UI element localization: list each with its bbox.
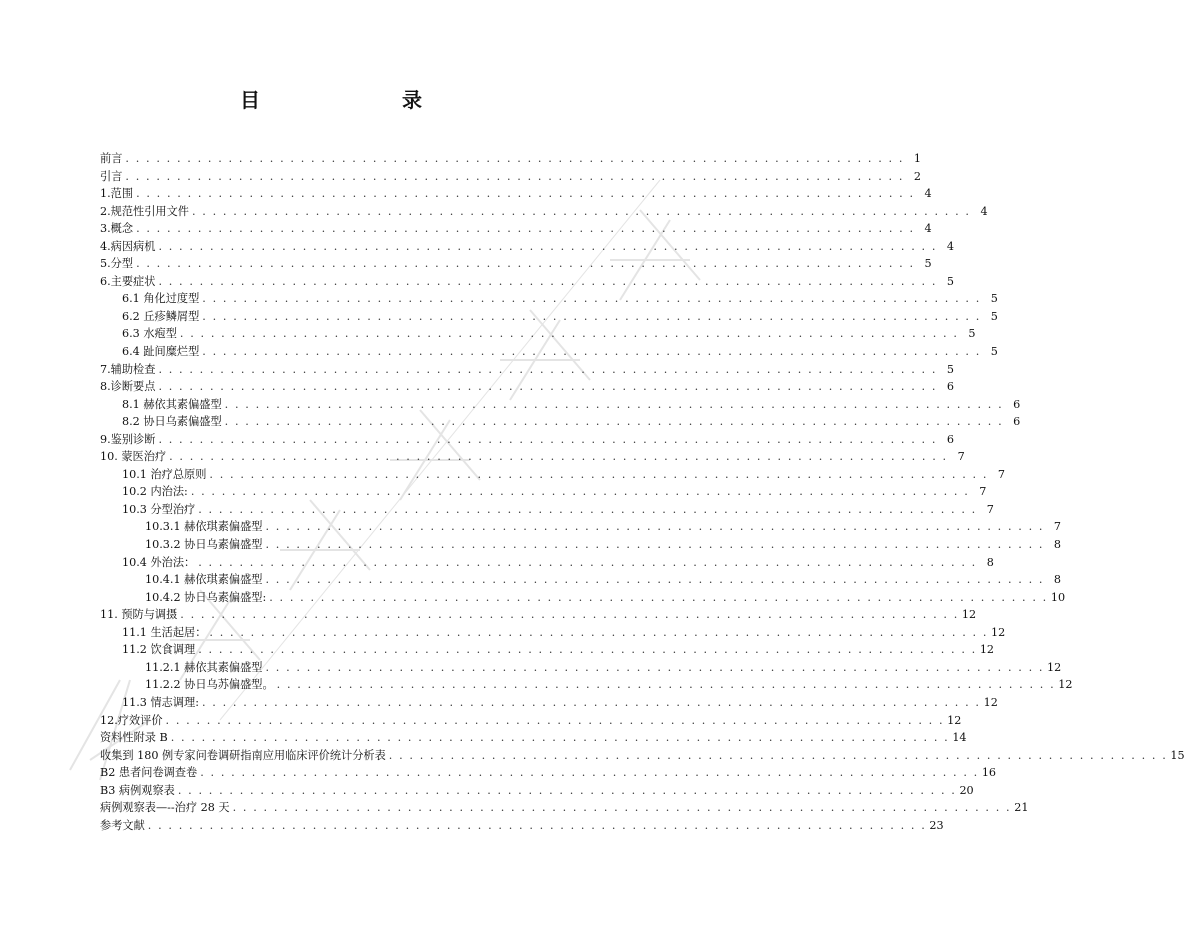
toc-entry[interactable] bbox=[100, 431, 955, 449]
toc-entry[interactable] bbox=[100, 203, 988, 221]
toc-entry[interactable] bbox=[100, 764, 997, 782]
toc-entry-page-number: 12 bbox=[979, 643, 995, 657]
toc-entry-label: 收集到 180 例专家问卷调研指南应用临床评价统计分析表 bbox=[100, 748, 386, 762]
toc-entry-label: 8.2 协日乌素偏盛型 bbox=[122, 415, 222, 429]
toc-entry-page-number: 7 bbox=[957, 450, 965, 464]
toc-entry-page-number: 4 bbox=[924, 222, 932, 236]
dot-leader: . . . . . . . . . . . . . . . . . . . . . . . . . . . . . . . . . . . . . . . . . . . . . . . . . . . . . . . . . . . . . . . . . . . . . . . . . . . . bbox=[158, 274, 938, 288]
table-of-contents bbox=[100, 150, 1185, 834]
toc-entry-label: 2.规范性引用文件 bbox=[100, 204, 189, 218]
dot-leader: . . . . . . . . . . . . . . . . . . . . . . . . . . . . . . . . . . . . . . . . . . . . . . . . . . . . . . . . . . . . . . . . . . . . . . . . . . . . bbox=[224, 397, 1004, 411]
dot-leader: . . . . . . . . . . . . . . . . . . . . . . . . . . . . . . . . . . . . . . . . . . . . . . . . . . . . . . . . . . . . . . . . . . . . . . . . . . . . bbox=[265, 520, 1045, 534]
toc-entry-page-number: 10 bbox=[1050, 590, 1066, 604]
toc-entry[interactable] bbox=[100, 483, 987, 501]
toc-entry-page-number: 6 bbox=[1013, 397, 1021, 411]
toc-entry[interactable] bbox=[100, 185, 932, 203]
dot-leader: . . . . . . . . . . . . . . . . . . . . . . . . . . . . . . . . . . . . . . . . . . . . . . . . . . . . . . . . . . . . . . . . . . . . . . . . . . . . bbox=[158, 380, 938, 394]
toc-entry[interactable] bbox=[100, 150, 921, 168]
toc-entry[interactable] bbox=[100, 589, 1066, 607]
toc-entry[interactable] bbox=[100, 571, 1062, 589]
toc-entry-label: 资料性附录 B bbox=[100, 731, 168, 745]
toc-entry[interactable] bbox=[100, 308, 998, 326]
toc-entry-page-number: 5 bbox=[990, 309, 998, 323]
toc-entry-page-number: 21 bbox=[1014, 801, 1029, 815]
toc-entry[interactable] bbox=[100, 659, 1062, 677]
toc-entry-page-number: 14 bbox=[952, 731, 967, 745]
toc-entry-page-number: 8 bbox=[986, 555, 994, 569]
toc-entry[interactable] bbox=[100, 536, 1062, 554]
dot-leader: . . . . . . . . . . . . . . . . . . . . . . . . . . . . . . . . . . . . . . . . . . . . . . . . . . . . . . . . . . . . . . . . . . . . . . . . . . . . bbox=[147, 818, 927, 832]
toc-entry[interactable] bbox=[100, 220, 932, 238]
dot-leader: . . . . . . . . . . . . . . . . . . . . . . . . . . . . . . . . . . . . . . . . . . . . . . . . . . . . . . . . . . . . . . . . . . . . . . . . . . . . bbox=[190, 485, 970, 499]
toc-entry-page-number: 12 bbox=[991, 625, 1006, 639]
dot-leader: . . . . . . . . . . . . . . . . . . . . . . . . . . . . . . . . . . . . . . . . . . . . . . . . . . . . . . . . . . . . . . . . . . . . . . . . . . . . bbox=[180, 608, 959, 622]
toc-entry-label: 10.4.2 协日乌素偏盛型: bbox=[145, 590, 267, 604]
toc-entry[interactable] bbox=[100, 712, 962, 730]
toc-entry-page-number: 1 bbox=[913, 152, 921, 165]
dot-leader: . . . . . . . . . . . . . . . . . . . . . . . . . . . . . . . . . . . . . . . . . . . . . . . . . . . . . . . . . . . . . . . . . . . . . . . . . . . . bbox=[202, 309, 981, 323]
toc-entry[interactable] bbox=[100, 325, 976, 343]
toc-entry[interactable] bbox=[100, 255, 932, 273]
toc-entry-page-number: 5 bbox=[946, 362, 955, 376]
toc-entry-page-number: 7 bbox=[997, 467, 1005, 481]
toc-entry-page-number: 4 bbox=[946, 239, 955, 253]
toc-entry[interactable] bbox=[100, 501, 994, 519]
toc-entry[interactable] bbox=[100, 396, 1021, 414]
toc-entry-page-number: 4 bbox=[980, 204, 988, 218]
dot-leader: . . . . . . . . . . . . . . . . . . . . . . . . . . . . . . . . . . . . . . . . . . . . . . . . . . . . . . . . . . . . . . . . . . . . . . . . . . . . bbox=[165, 713, 945, 727]
toc-entry-label: 3.概念 bbox=[100, 222, 134, 236]
toc-entry-page-number: 4 bbox=[924, 187, 932, 201]
toc-entry-page-number: 8 bbox=[1053, 538, 1062, 552]
toc-entry[interactable] bbox=[100, 606, 977, 624]
dot-leader: . . . . . . . . . . . . . . . . . . . . . . . . . . . . . . . . . . . . . . . . . . . . . . . . . . . . . . . . . . . . . . . . . . . . . . . . . . . . bbox=[232, 801, 1012, 815]
toc-entry-page-number: 5 bbox=[990, 292, 998, 306]
toc-entry-label: 8.诊断要点 bbox=[100, 380, 156, 394]
dot-leader: . . . . . . . . . . . . . . . . . . . . . . . . . . . . . . . . . . . . . . . . . . . . . . . . . . . . . . . . . . . . . . . . . . . . . . . . . . . . bbox=[158, 432, 938, 446]
toc-entry[interactable] bbox=[100, 624, 1006, 642]
toc-entry-page-number: 12 bbox=[1058, 678, 1073, 692]
toc-entry-page-number: 5 bbox=[946, 274, 955, 288]
toc-entry-label: 8.1 赫依其素偏盛型 bbox=[122, 397, 222, 411]
dot-leader: . . . . . . . . . . . . . . . . . . . . . . . . . . . . . . . . . . . . . . . . . . . . . . . . . . . . . . . . . . . . . . . . . . . . . . . . . . . . bbox=[136, 222, 915, 236]
toc-entry-label: 6.2 丘疹鳞屑型 bbox=[122, 309, 200, 323]
toc-entry[interactable] bbox=[100, 782, 974, 800]
dot-leader: . . . . . . . . . . . . . . . . . . . . . . . . . . . . . . . . . . . . . . . . . . . . . . . . . . . . . . . . . . . . . . . . . . . . . . . . . . . . bbox=[202, 695, 981, 709]
toc-entry[interactable] bbox=[100, 694, 998, 712]
dot-leader: . . . . . . . . . . . . . . . . . . . . . . . . . . . . . . . . . . . . . . . . . . . . . . . . . . . . . . . . . . . . . . . . . . . . . . . . . . . . bbox=[209, 625, 988, 639]
toc-entry-label: 病例观察表—--治疗 28 天 bbox=[100, 801, 230, 815]
toc-entry[interactable] bbox=[100, 641, 995, 659]
toc-entry-page-number: 6 bbox=[946, 432, 955, 446]
toc-entry-label: 10.3.2 协日乌素偏盛型 bbox=[145, 538, 263, 552]
toc-entry-label: 10.4 外治法： bbox=[122, 555, 196, 569]
dot-leader: . . . . . . . . . . . . . . . . . . . . . . . . . . . . . . . . . . . . . . . . . . . . . . . . . . . . . . . . . . . . . . . . . . . . . . . . . . . . bbox=[388, 748, 1168, 762]
dot-leader: . . . . . . . . . . . . . . . . . . . . . . . . . . . . . . . . . . . . . . . . . . . . . . . . . . . . . . . . . . . . . . . . . . . . . . . . . . . . bbox=[269, 590, 1048, 604]
dot-leader: . . . . . . . . . . . . . . . . . . . . . . . . . . . . . . . . . . . . . . . . . . . . . . . . . . . . . . . . . . . . . . . . . . . . . . . . . . . . bbox=[170, 731, 950, 745]
toc-entry[interactable] bbox=[100, 343, 998, 361]
toc-entry[interactable] bbox=[100, 747, 1185, 765]
page-title: 目 录 bbox=[240, 88, 456, 112]
dot-leader: . . . . . . . . . . . . . . . . . . . . . . . . . . . . . . . . . . . . . . . . . . . . . . . . . . . . . . . . . . . . . . . . . . . . . . . . . . . . bbox=[198, 555, 977, 569]
toc-entry-page-number: 5 bbox=[968, 327, 976, 341]
toc-entry-page-number: 7 bbox=[986, 502, 994, 516]
toc-entry-page-number: 23 bbox=[929, 818, 944, 832]
toc-entry[interactable] bbox=[100, 273, 955, 291]
toc-entry-label: 12.疗效评价 bbox=[100, 713, 163, 727]
toc-entry[interactable] bbox=[100, 518, 1062, 536]
dot-leader: . . . . . . . . . . . . . . . . . . . . . . . . . . . . . . . . . . . . . . . . . . . . . . . . . . . . . . . . . . . . . . . . . . . . . . . . . . . . bbox=[265, 660, 1045, 674]
toc-entry[interactable] bbox=[100, 817, 944, 835]
dot-leader: . . . . . . . . . . . . . . . . . . . . . . . . . . . . . . . . . . . . . . . . . . . . . . . . . . . . . . . . . . . . . . . . . . . . . . . . . . . . bbox=[177, 783, 957, 797]
toc-entry-label: 11.2.2 协日乌苏偏盛型。 bbox=[145, 678, 274, 692]
toc-entry-page-number: 12 bbox=[947, 713, 962, 727]
toc-entry-page-number: 6 bbox=[946, 380, 955, 394]
toc-entry-label: 10.3 分型治疗 bbox=[122, 502, 196, 516]
toc-entry-label: 11.2 饮食调理 bbox=[122, 643, 196, 657]
dot-leader: . . . . . . . . . . . . . . . . . . . . . . . . . . . . . . . . . . . . . . . . . . . . . . . . . . . . . . . . . . . . . . . . . . . . . . . . . . . . bbox=[276, 678, 1056, 692]
toc-entry[interactable] bbox=[100, 413, 1021, 431]
toc-entry[interactable] bbox=[100, 729, 967, 747]
toc-entry-label: 4.病因病机 bbox=[100, 239, 156, 253]
toc-entry[interactable] bbox=[100, 466, 1005, 484]
toc-entry-label: 7.辅助检查 bbox=[100, 362, 156, 376]
dot-leader: . . . . . . . . . . . . . . . . . . . . . . . . . . . . . . . . . . . . . . . . . . . . . . . . . . . . . . . . . . . . . . . . . . . . . . . . . . . . bbox=[202, 292, 981, 306]
dot-leader: . . . . . . . . . . . . . . . . . . . . . . . . . . . . . . . . . . . . . . . . . . . . . . . . . . . . . . . . . . . . . . . . . . . . . . . . . . . . bbox=[209, 467, 988, 481]
dot-leader: . . . . . . . . . . . . . . . . . . . . . . . . . . . . . . . . . . . . . . . . . . . . . . . . . . . . . . . . . . . . . . . . . . . . . . . . . . . . bbox=[198, 502, 977, 516]
toc-entry[interactable] bbox=[100, 448, 965, 466]
toc-entry-label: B2 患者问卷调查卷 bbox=[100, 766, 198, 780]
toc-entry-page-number: 6 bbox=[1013, 415, 1021, 429]
toc-entry-label: 引言 bbox=[100, 169, 123, 183]
toc-entry-label: 6.主要症状 bbox=[100, 274, 156, 288]
toc-entry-label: 6.4 趾间糜烂型 bbox=[122, 345, 200, 359]
toc-entry-page-number: 8 bbox=[1053, 573, 1062, 587]
toc-entry[interactable] bbox=[100, 290, 998, 308]
dot-leader: . . . . . . . . . . . . . . . . . . . . . . . . . . . . . . . . . . . . . . . . . . . . . . . . . . . . . . . . . . . . . . . . . . . . . . . . . . . . bbox=[192, 204, 971, 218]
toc-entry-page-number: 12 bbox=[1047, 660, 1062, 674]
toc-entry-page-number: 7 bbox=[1053, 520, 1062, 534]
toc-entry-label: 9.鉴别诊断 bbox=[100, 432, 156, 446]
toc-entry-label: 10.3.1 赫依琪素偏盛型 bbox=[145, 520, 263, 534]
toc-entry-label: 参考文献 bbox=[100, 818, 145, 832]
toc-entry[interactable] bbox=[100, 378, 955, 396]
toc-entry-page-number: 7 bbox=[979, 485, 987, 499]
toc-entry-page-number: 5 bbox=[924, 257, 932, 271]
toc-entry-label: 前言 bbox=[100, 152, 123, 165]
toc-entry-label: B3 病例观察表 bbox=[100, 783, 175, 797]
toc-entry-page-number: 12 bbox=[983, 695, 998, 709]
toc-entry[interactable] bbox=[100, 676, 1073, 694]
toc-entry-page-number: 12 bbox=[961, 608, 977, 622]
dot-leader: . . . . . . . . . . . . . . . . . . . . . . . . . . . . . . . . . . . . . . . . . . . . . . . . . . . . . . . . . . . . . . . . . . . . . . . . . . . . bbox=[202, 345, 981, 359]
dot-leader: . . . . . . . . . . . . . . . . . . . . . . . . . . . . . . . . . . . . . . . . . . . . . . . . . . . . . . . . . . . . . . . . . . . . . . . . . . . . bbox=[200, 766, 979, 780]
toc-entry-label: 11. 预防与调摄 bbox=[100, 608, 178, 622]
dot-leader: . . . . . . . . . . . . . . . . . . . . . . . . . . . . . . . . . . . . . . . . . . . . . . . . . . . . . . . . . . . . . . . . . . . . . . . . . . . . bbox=[224, 415, 1004, 429]
dot-leader: . . . . . . . . . . . . . . . . . . . . . . . . . . . . . . . . . . . . . . . . . . . . . . . . . . . . . . . . . . . . . . . . . . . . . . . . . . . . bbox=[265, 538, 1045, 552]
toc-entry-label: 10.2 内治法: bbox=[122, 485, 188, 499]
toc-entry-label: 6.1 角化过度型 bbox=[122, 292, 200, 306]
dot-leader: . . . . . . . . . . . . . . . . . . . . . . . . . . . . . . . . . . . . . . . . . . . . . . . . . . . . . . . . . . . . . . . . . . . . . . . . . . . . bbox=[136, 257, 915, 271]
toc-entry-page-number: 15 bbox=[1170, 748, 1185, 762]
dot-leader: . . . . . . . . . . . . . . . . . . . . . . . . . . . . . . . . . . . . . . . . . . . . . . . . . . . . . . . . . . . . . . . . . . . . . . . . . . . . bbox=[158, 239, 938, 253]
dot-leader: . . . . . . . . . . . . . . . . . . . . . . . . . . . . . . . . . . . . . . . . . . . . . . . . . . . . . . . . . . . . . . . . . . . . . . . . . . . . bbox=[265, 573, 1045, 587]
toc-entry-label: 11.2.1 赫依其素偏盛型 bbox=[145, 660, 263, 674]
dot-leader: . . . . . . . . . . . . . . . . . . . . . . . . . . . . . . . . . . . . . . . . . . . . . . . . . . . . . . . . . . . . . . . . . . . . . . . . . . . . bbox=[169, 450, 948, 464]
toc-entry-label: 10.1 治疗总原则 bbox=[122, 467, 207, 481]
toc-entry[interactable] bbox=[100, 799, 1029, 817]
toc-entry-label: 11.3 情志调理: bbox=[122, 695, 199, 709]
toc-entry-label: 1.范围 bbox=[100, 187, 134, 201]
toc-entry[interactable] bbox=[100, 168, 921, 186]
dot-leader: . . . . . . . . . . . . . . . . . . . . . . . . . . . . . . . . . . . . . . . . . . . . . . . . . . . . . . . . . . . . . . . . . . . . . . . . . . . . bbox=[179, 327, 959, 341]
toc-entry[interactable] bbox=[100, 554, 994, 572]
toc-entry-page-number: 2 bbox=[913, 169, 921, 183]
dot-leader: . . . . . . . . . . . . . . . . . . . . . . . . . . . . . . . . . . . . . . . . . . . . . . . . . . . . . . . . . . . . . . . . . . . . . . . . . . . . bbox=[158, 362, 938, 376]
toc-entry-label: 5.分型 bbox=[100, 257, 134, 271]
toc-entry[interactable] bbox=[100, 361, 955, 379]
toc-entry-label: 11.1 生活起居： bbox=[122, 625, 207, 639]
toc-entry-page-number: 20 bbox=[959, 783, 974, 797]
toc-entry-label: 10.4.1 赫依琪素偏盛型 bbox=[145, 573, 263, 587]
toc-entry-page-number: 5 bbox=[990, 345, 998, 359]
toc-entry-label: 6.3 水疱型 bbox=[122, 327, 177, 341]
dot-leader: . . . . . . . . . . . . . . . . . . . . . . . . . . . . . . . . . . . . . . . . . . . . . . . . . . . . . . . . . . . . . . . . . . . . . . . . . . . . bbox=[198, 643, 977, 657]
dot-leader: . . . . . . . . . . . . . . . . . . . . . . . . . . . . . . . . . . . . . . . . . . . . . . . . . . . . . . . . . . . . . . . . . . . . . . . . . . . . bbox=[125, 152, 904, 165]
dot-leader: . . . . . . . . . . . . . . . . . . . . . . . . . . . . . . . . . . . . . . . . . . . . . . . . . . . . . . . . . . . . . . . . . . . . . . . . . . . . bbox=[125, 169, 904, 183]
toc-entry[interactable] bbox=[100, 238, 955, 256]
dot-leader: . . . . . . . . . . . . . . . . . . . . . . . . . . . . . . . . . . . . . . . . . . . . . . . . . . . . . . . . . . . . . . . . . . . . . . . . . . . . bbox=[136, 187, 915, 201]
toc-entry-page-number: 16 bbox=[981, 766, 997, 780]
toc-entry-label: 10. 蒙医治疗 bbox=[100, 450, 167, 464]
